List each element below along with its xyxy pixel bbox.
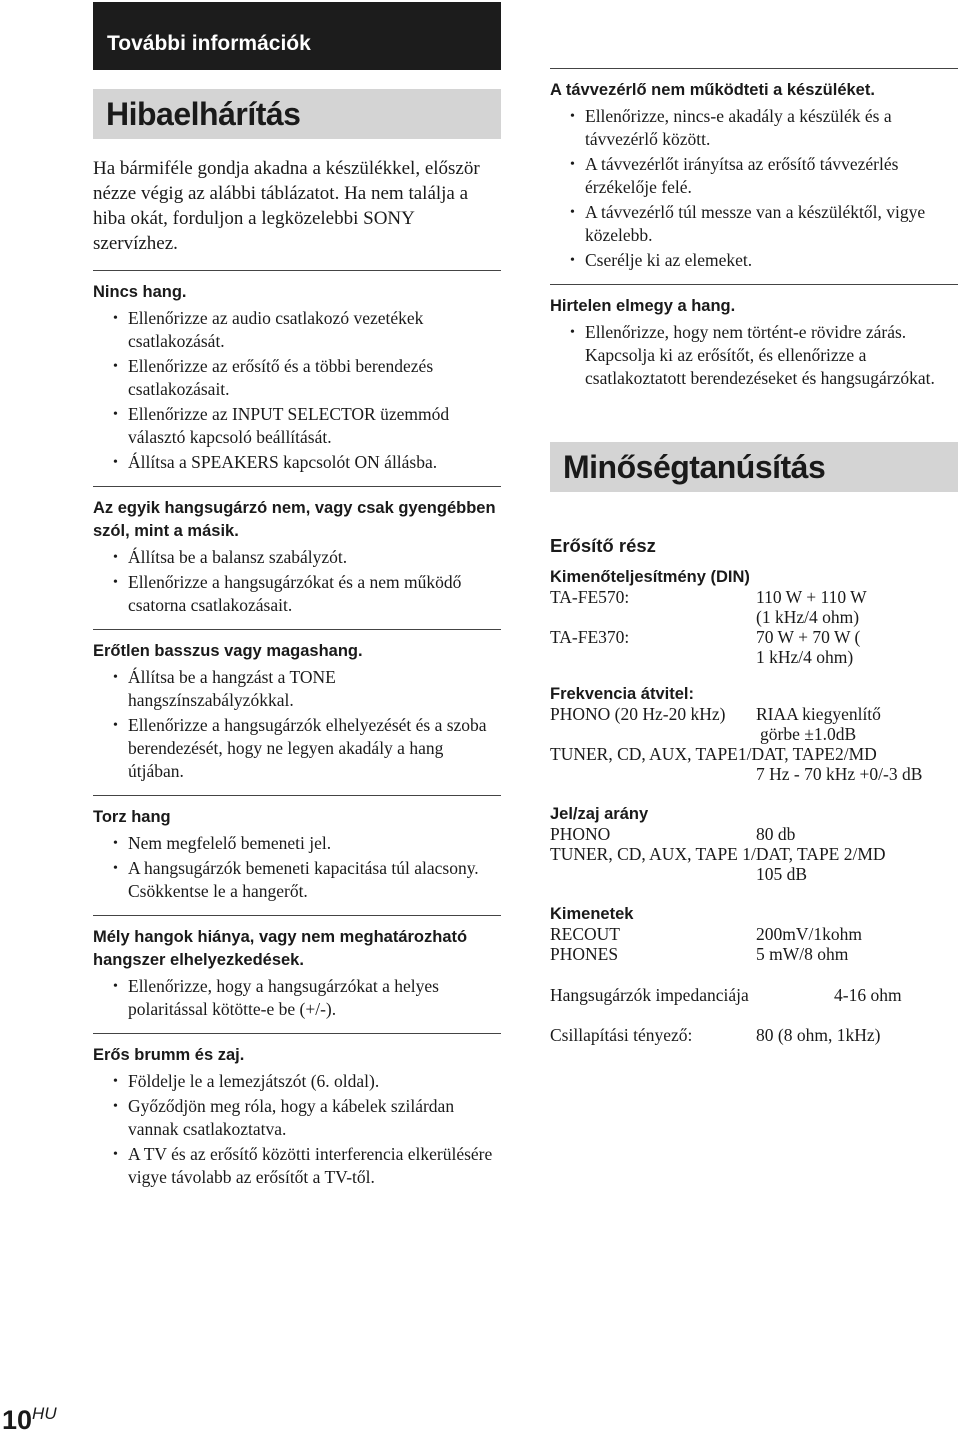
trouble-item bbox=[93, 714, 501, 783]
bullet-icon: • bbox=[570, 205, 575, 220]
trouble-item bbox=[550, 249, 958, 272]
trouble-section-title: A távvezérlő nem működteti a készüléket. bbox=[550, 81, 875, 99]
spec-row-value: 200mV/1kohm bbox=[756, 924, 862, 944]
trouble-item-text: A hangsugárzók bemeneti kapacitása túl alacsony. Csökkentse le a hangerőt. bbox=[128, 858, 479, 901]
bullet-icon: • bbox=[113, 979, 118, 994]
snr-line-label: TUNER, CD, AUX, TAPE 1/DAT, TAPE 2/MD bbox=[550, 844, 886, 864]
trouble-section-title: Torz hang bbox=[93, 808, 171, 826]
spec-row bbox=[550, 607, 958, 627]
freq-line-row bbox=[550, 744, 958, 764]
bullet-icon: • bbox=[113, 407, 118, 422]
trouble-item bbox=[93, 832, 501, 855]
damping-label: Csillapítási tényező: bbox=[550, 1025, 693, 1045]
trouble-section bbox=[550, 68, 958, 272]
bullet-icon: • bbox=[570, 157, 575, 172]
trouble-section-title: Mély hangok hiánya, vagy nem meghatározható hangszer elhelyezkedések. bbox=[93, 928, 468, 969]
bullet-icon: • bbox=[113, 455, 118, 470]
bullet-icon: • bbox=[113, 575, 118, 590]
trouble-item bbox=[93, 666, 501, 712]
trouble-item-text: Állítsa a SPEAKERS kapcsolót ON állásba. bbox=[128, 452, 438, 472]
trouble-item-text: Ellenőrizze az erősítő és a többi berendezés csatlakozásait. bbox=[128, 356, 434, 399]
troubleshooting-title: Hibaelhárítás bbox=[106, 96, 301, 132]
bullet-icon: • bbox=[113, 1147, 118, 1162]
trouble-item-text: Győződjön meg róla, hogy a kábelek szilárdan vannak csatlakoztatva. bbox=[128, 1096, 455, 1139]
section-header-bar bbox=[93, 2, 501, 70]
trouble-item bbox=[93, 355, 501, 401]
spec-row-label: RECOUT bbox=[550, 924, 620, 944]
right-column bbox=[550, 68, 958, 392]
trouble-item bbox=[93, 1143, 501, 1189]
bullet-icon: • bbox=[113, 359, 118, 374]
trouble-item-list bbox=[93, 832, 501, 903]
snr-line-row-2 bbox=[550, 864, 958, 884]
spec-row bbox=[550, 587, 958, 607]
freq-phono-label: PHONO (20 Hz-20 kHz) bbox=[550, 704, 726, 724]
snr-line-value: 105 dB bbox=[756, 864, 808, 884]
trouble-item-list bbox=[550, 321, 958, 390]
snr-line-row bbox=[550, 844, 958, 864]
freq-phono-row-2 bbox=[550, 724, 958, 744]
page-number bbox=[2, 1404, 57, 1436]
spec-row-label: TA-FE570: bbox=[550, 587, 630, 607]
trouble-item-list bbox=[93, 666, 501, 783]
bullet-icon: • bbox=[113, 718, 118, 733]
bullet-icon: • bbox=[113, 1099, 118, 1114]
left-column bbox=[93, 156, 501, 1191]
trouble-item bbox=[550, 321, 958, 390]
trouble-section bbox=[93, 1033, 501, 1189]
page-number-value: 10 bbox=[2, 1405, 33, 1435]
trouble-item bbox=[93, 857, 501, 903]
trouble-item bbox=[93, 571, 501, 617]
trouble-item-list bbox=[93, 975, 501, 1021]
trouble-section bbox=[93, 270, 501, 474]
trouble-item-text: Ellenőrizze, hogy a hangsugárzókat a helyes polaritással kötötte-e be (+/-). bbox=[128, 976, 439, 1019]
trouble-item bbox=[550, 105, 958, 151]
impedance-value: 4-16 ohm bbox=[834, 985, 902, 1005]
power-title: Kimenőteljesítmény (DIN) bbox=[550, 568, 750, 586]
section-label: További információk bbox=[107, 32, 311, 55]
trouble-section-title: Erőtlen basszus vagy magashang. bbox=[93, 642, 363, 660]
damping-value: 80 (8 ohm, 1kHz) bbox=[756, 1025, 881, 1045]
trouble-section bbox=[93, 915, 501, 1021]
left-sections bbox=[93, 270, 501, 1189]
trouble-item-list bbox=[93, 546, 501, 617]
trouble-section-title: Erős brumm és zaj. bbox=[93, 1046, 245, 1064]
trouble-item bbox=[93, 307, 501, 353]
trouble-item-text: Állítsa be a balansz szabályzót. bbox=[128, 547, 348, 567]
bullet-icon: • bbox=[570, 109, 575, 124]
trouble-item-text: Ellenőrizze a hangsugárzók elhelyezését és a szoba berendezését, hogy ne legyen akadály a hang útjában. bbox=[128, 715, 487, 781]
troubleshooting-title-box bbox=[93, 89, 501, 139]
power-rows bbox=[550, 587, 958, 667]
specs-title-box bbox=[550, 442, 958, 492]
snr-phono-value: 80 db bbox=[756, 824, 796, 844]
trouble-item-text: Ellenőrizze, hogy nem történt-e rövidre zárás. Kapcsolja ki az erősítőt, és ellenőrizze a csatlakoztatott berendezéseket és hangsugárzókat. bbox=[585, 322, 935, 388]
trouble-item-text: Ellenőrizze a hangsugárzókat és a nem működő csatorna csatlakozásait. bbox=[128, 572, 462, 615]
freq-phono-value: RIAA kiegyenlítő bbox=[756, 704, 881, 724]
trouble-item bbox=[550, 201, 958, 247]
trouble-section-title: Nincs hang. bbox=[93, 283, 187, 301]
bullet-icon: • bbox=[113, 861, 118, 876]
trouble-item-list bbox=[93, 1070, 501, 1189]
trouble-item bbox=[550, 153, 958, 199]
spec-row bbox=[550, 944, 958, 964]
spec-row-label: PHONES bbox=[550, 944, 619, 964]
snr-title: Jel/zaj arány bbox=[550, 805, 649, 823]
trouble-item-text: Cserélje ki az elemeket. bbox=[585, 250, 753, 270]
freq-phono-value-2: görbe ±1.0dB bbox=[760, 724, 857, 744]
output-rows bbox=[550, 924, 958, 964]
impedance-row bbox=[550, 985, 958, 1005]
bullet-icon: • bbox=[113, 836, 118, 851]
trouble-item-text: Állítsa be a hangzást a TONE hangszínszabályzókkal. bbox=[128, 667, 336, 710]
bullet-icon: • bbox=[570, 253, 575, 268]
trouble-section bbox=[550, 284, 958, 390]
spec-row-value: 1 kHz/4 ohm) bbox=[756, 647, 854, 667]
spec-row-value: 110 W + 110 W bbox=[756, 587, 867, 607]
trouble-item-text: Földelje le a lemezjátszót (6. oldal). bbox=[128, 1071, 380, 1091]
spec-row bbox=[550, 647, 958, 667]
page-language-suffix: HU bbox=[32, 1404, 57, 1423]
trouble-item bbox=[93, 451, 501, 474]
snr-phono-label: PHONO bbox=[550, 824, 611, 844]
trouble-item-text: Ellenőrizze az INPUT SELECTOR üzemmód választó kapcsoló beállítását. bbox=[128, 404, 450, 447]
bullet-icon: • bbox=[570, 325, 575, 340]
trouble-item bbox=[93, 975, 501, 1021]
trouble-section bbox=[93, 629, 501, 783]
spec-row bbox=[550, 627, 958, 647]
spec-row-value: (1 kHz/4 ohm) bbox=[756, 607, 860, 627]
impedance-label: Hangsugárzók impedanciája bbox=[550, 985, 749, 1005]
freq-line-row-2 bbox=[550, 764, 958, 784]
trouble-item bbox=[93, 1070, 501, 1093]
specs-block bbox=[550, 535, 958, 1045]
trouble-item bbox=[93, 403, 501, 449]
trouble-item-list bbox=[93, 307, 501, 474]
bullet-icon: • bbox=[113, 670, 118, 685]
freq-line-label: TUNER, CD, AUX, TAPE1/DAT, TAPE2/MD bbox=[550, 744, 877, 764]
bullet-icon: • bbox=[113, 550, 118, 565]
freq-title: Frekvencia átvitel: bbox=[550, 685, 694, 703]
outputs-title: Kimenetek bbox=[550, 905, 634, 923]
trouble-section-title: Hirtelen elmegy a hang. bbox=[550, 297, 736, 315]
specs-title: Minőségtanúsítás bbox=[563, 449, 826, 485]
trouble-item-text: Ellenőrizze az audio csatlakozó vezetékek csatlakozását. bbox=[128, 308, 424, 351]
spec-row-label: TA-FE370: bbox=[550, 627, 630, 647]
bullet-icon: • bbox=[113, 311, 118, 326]
trouble-item-text: Nem megfelelő bemeneti jel. bbox=[128, 833, 332, 853]
right-sections bbox=[550, 68, 958, 390]
trouble-item bbox=[93, 546, 501, 569]
intro-paragraph: Ha bármiféle gondja akadna a készülékkel, először nézze végig az alábbi táblázatot. Ha nem találja a hiba okát, forduljon a legközelebbi SONY szervízhez. bbox=[93, 158, 480, 254]
trouble-section bbox=[93, 795, 501, 903]
trouble-item-text: A TV és az erősítő közötti interferencia elkerülésére vigye távolabb az erősítőt a TV-től. bbox=[128, 1144, 493, 1187]
damping-row bbox=[550, 1025, 958, 1045]
trouble-item bbox=[93, 1095, 501, 1141]
trouble-section-title: Az egyik hangsugárzó nem, vagy csak gyengébben szól, mint a másik. bbox=[93, 499, 496, 540]
trouble-item-list bbox=[550, 105, 958, 272]
spec-row bbox=[550, 924, 958, 944]
trouble-item-text: Ellenőrizze, nincs-e akadály a készülék és a távvezérlő között. bbox=[585, 106, 892, 149]
freq-line-value: 7 Hz - 70 kHz +0/-3 dB bbox=[756, 764, 923, 784]
bullet-icon: • bbox=[113, 1074, 118, 1089]
trouble-section bbox=[93, 486, 501, 617]
freq-phono-row bbox=[550, 704, 958, 724]
trouble-item-text: A távvezérlőt irányítsa az erősítő távvezérlés érzékelője felé. bbox=[585, 154, 899, 197]
specs-subtitle: Erősítő rész bbox=[550, 535, 656, 556]
spec-row-value: 5 mW/8 ohm bbox=[756, 944, 849, 964]
spec-row-value: 70 W + 70 W ( bbox=[756, 627, 861, 647]
snr-phono-row bbox=[550, 824, 958, 844]
trouble-item-text: A távvezérlő túl messze van a készüléktől, vigye közelebb. bbox=[585, 202, 926, 245]
